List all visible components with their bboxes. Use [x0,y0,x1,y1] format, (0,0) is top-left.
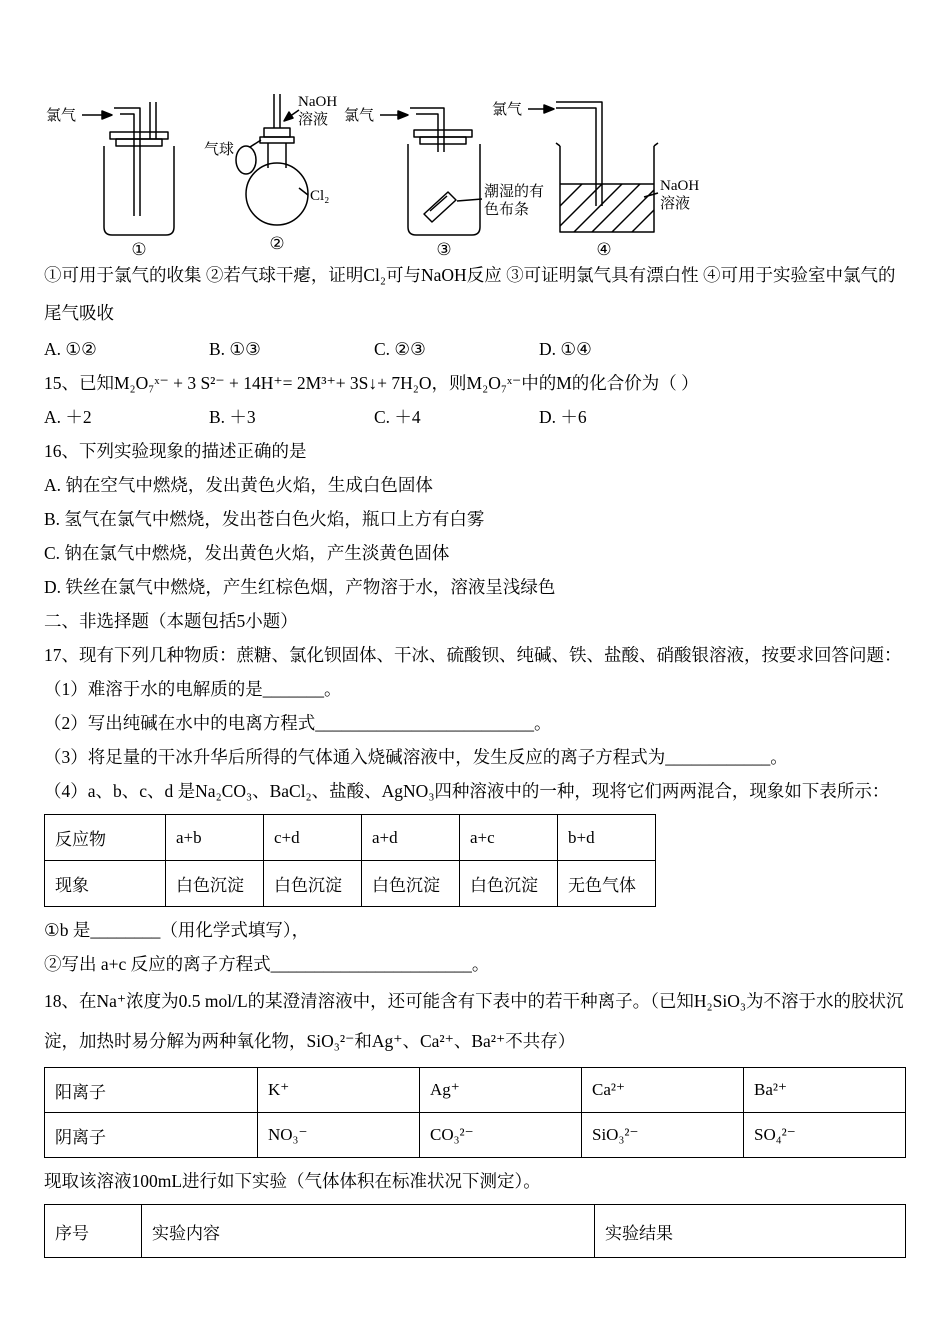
apparatus-option-b: B. ①③ [209,339,261,359]
table-cell: SiO₃²⁻ [582,1113,744,1158]
q16-stem: 16、下列实验现象的描述正确的是 [44,441,307,461]
q17-sub1: ①b 是________（用化学式填写）， [44,920,310,940]
q15-option-a: A. ＋2 [44,407,92,427]
q17-part1: （1）难溶于水的电解质的是_______。 [44,679,342,699]
chlorine-gas-label: 氯气 [492,102,523,118]
apparatus-statements: ①可用于氯气的收集 ②若气球干瘪，证明Cl₂可与NaOH反应 ③可证明氯气具有漂白性 ④可用于实验室中氯气的尾气吸收 [44,265,896,323]
table-cell: a+c [460,815,558,861]
diagram-number-1: ① [131,240,147,259]
apparatus-figures [44,88,906,259]
diagram-number-4: ④ [596,240,612,259]
table-cell: 反应物 [45,815,166,861]
table-cell: a+b [166,815,264,861]
section2-title: 二、非选择题（本题包括5小题） [44,611,298,631]
table-cell: 白色沉淀 [264,861,362,907]
q18-experiment-intro: 现取该溶液100mL进行如下实验（气体体积在标准状况下测定）。 [44,1171,541,1191]
naoh-label-line1: NaOH [660,178,700,194]
apparatus-option-c: C. ②③ [374,339,426,359]
balloon-shape [236,146,256,174]
apparatus-options-row [44,332,906,366]
chlorine-gas-label: 氯气 [344,108,375,124]
table-cell: b+d [558,815,656,861]
beaker-shape [528,102,658,232]
q17-part3: （3）将足量的干冰升华后所得的气体通入烧碱溶液中，发生反应的离子方程式为____________。 [44,747,788,767]
naoh-label-line2: 溶液 [298,112,329,128]
q17-sub2: ②写出 a+c 反应的离子方程式_______________________。 [44,954,490,974]
q16-option-d: D. 铁丝在氯气中燃烧，产生红棕色烟，产物溶于水，溶液呈浅绿色 [44,577,556,597]
diagram-gas-collection-bottle [44,94,194,259]
table-cell: 白色沉淀 [362,861,460,907]
naoh-label-line1: NaOH [298,94,338,110]
table-cell: NO₃⁻ [258,1113,420,1158]
cloth-bottle-shape [380,108,482,235]
table-cell: 阴离子 [45,1113,258,1158]
q15-option-b: B. ＋3 [209,407,256,427]
apparatus-option-d: D. ①④ [539,339,592,359]
cl2-label: Cl₂ [310,188,330,204]
table-cell: K⁺ [258,1068,420,1113]
table-cell: 白色沉淀 [460,861,558,907]
cloth-label-line1: 潮湿的有 [484,184,545,200]
table-cell: 现象 [45,861,166,907]
table-cell: 序号 [45,1205,142,1258]
table-cell: c+d [264,815,362,861]
naoh-label-line2: 溶液 [660,196,691,212]
q16-option-a: A. 钠在空气中燃烧，发出黄色火焰，生成白色固体 [44,475,433,495]
table-row [45,1068,906,1113]
diagram-number-3: ③ [436,240,452,259]
table-cell: 白色沉淀 [166,861,264,907]
diagram-tail-gas-absorption [492,94,707,259]
table-cell: Ag⁺ [420,1068,582,1113]
q18-stem: 18、在Na⁺浓度为0.5 mol/L的某澄清溶液中，还可能含有下表中的若干种离子。（已知H₂SiO₃为不溶于水的胶状沉淀，加热时易分解为两种氧化物，SiO₃²⁻和Ag⁺、Ca²⁺、Ba²⁺不共存） [44,991,904,1051]
table-row [45,815,656,861]
table-cell: 实验结果 [595,1205,906,1258]
table-cell: CO₃²⁻ [420,1113,582,1158]
q15-option-c: C. ＋4 [374,407,421,427]
chlorine-gas-label: 氯气 [46,108,77,124]
table-cell: Ba²⁺ [744,1068,906,1113]
table-cell: a+d [362,815,460,861]
arrow-right-icon [398,111,408,119]
q18-experiment-table [44,1204,906,1258]
q15-stem: 15、已知M₂O₇ˣ⁻ + 3 S²⁻ + 14H⁺= 2M³⁺+ 3S↓+ 7H₂O，则M₂O₇ˣ⁻中的M的化合价为（ ） [44,373,699,393]
q17-part2: （2）写出纯碱在水中的电离方程式_________________________。 [44,713,552,733]
q16-option-b: B. 氢气在氯气中燃烧，发出苍白色火焰，瓶口上方有白雾 [44,509,485,529]
arrow-right-icon [102,111,112,119]
gas-bottle-shape [82,102,174,235]
q17-part4: （4）a、b、c、d 是Na₂CO₃、BaCl₂、盐酸、AgNO₃四种溶液中的一种，现将它们两两混合，现象如下表所示： [44,781,890,801]
table-row [45,1113,906,1158]
table-row [45,861,656,907]
q18-ions-table [44,1067,906,1158]
table-cell: Ca²⁺ [582,1068,744,1113]
apparatus-option-a: A. ①② [44,339,97,359]
table-cell: 无色气体 [558,861,656,907]
q16-option-c: C. 钠在氯气中燃烧，发出黄色火焰，产生淡黄色固体 [44,543,450,563]
balloon-label: 气球 [204,142,235,158]
table-cell: SO₄²⁻ [744,1113,906,1158]
diagram-number-2: ② [269,234,285,253]
arrow-down-left-icon [284,112,293,121]
table-cell: 阳离子 [45,1068,258,1113]
table-row [45,1205,906,1258]
cloth-label-line2: 色布条 [484,202,530,218]
cloth-strip-shape [424,192,456,222]
q17-stem: 17、现有下列几种物质：蔗糖、氯化钡固体、干冰、硫酸钡、纯碱、铁、盐酸、硝酸银溶液，按要求回答问题： [44,645,902,665]
q17-reaction-table [44,814,656,907]
q15-options-row [44,400,906,434]
table-cell: 实验内容 [142,1205,595,1258]
q15-option-d: D. ＋6 [539,407,587,427]
diagram-flask-balloon [204,88,354,253]
arrow-right-icon [544,105,554,113]
